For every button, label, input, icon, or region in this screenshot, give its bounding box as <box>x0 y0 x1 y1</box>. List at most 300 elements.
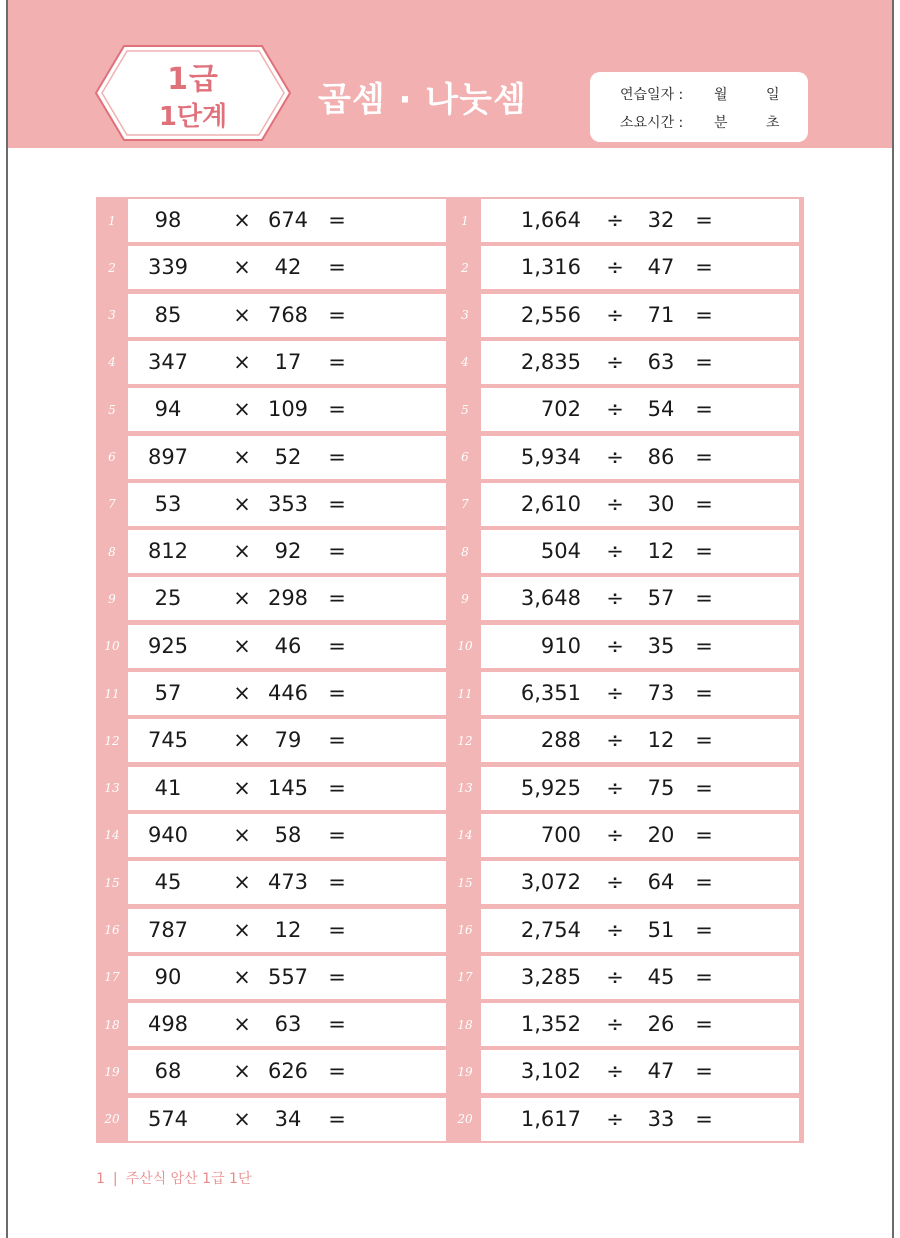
operand-a: 2,754 <box>520 917 581 942</box>
equals-sign: = <box>328 681 346 705</box>
operand-b: 33 <box>647 1106 675 1131</box>
equals-sign: = <box>328 964 346 989</box>
operand-b: 71 <box>647 302 675 327</box>
problem-number: 19 <box>104 1064 120 1079</box>
multiplication-problem-row <box>96 623 451 670</box>
operand-a: 1,352 <box>520 1012 581 1037</box>
operator: × <box>233 917 251 942</box>
operand-a: 339 <box>147 255 189 280</box>
problem-number: 18 <box>104 1017 120 1032</box>
operator: ÷ <box>606 917 624 942</box>
operand-b: 58 <box>274 822 302 847</box>
division-problem-row <box>449 434 804 481</box>
problem-number: 17 <box>457 970 473 985</box>
problem-number: 9 <box>108 591 116 606</box>
operator: ÷ <box>606 822 624 847</box>
multiplication-problem-row <box>96 434 451 481</box>
problem-cell <box>481 956 799 999</box>
month-unit: 월 <box>714 87 728 103</box>
multiplication-problem-row <box>96 670 451 717</box>
operator: × <box>233 681 251 705</box>
operand-b: 63 <box>647 349 675 374</box>
operand-a: 5,934 <box>520 444 581 469</box>
problem-number: 15 <box>104 875 120 890</box>
practice-info-box <box>590 72 808 142</box>
problem-number: 20 <box>457 1112 473 1127</box>
operator: × <box>233 491 251 516</box>
operand-a: 57 <box>154 681 182 705</box>
operand-a: 910 <box>540 633 581 658</box>
operand-a: 2,556 <box>520 302 581 327</box>
operator: × <box>233 255 251 280</box>
operand-b: 446 <box>267 681 309 705</box>
operator: × <box>233 1012 251 1037</box>
problem-number: 12 <box>104 733 120 748</box>
equals-sign: = <box>328 1059 346 1084</box>
multiplication-problem-row <box>96 859 451 906</box>
operand-a: 498 <box>147 1012 189 1037</box>
operand-b: 298 <box>267 586 309 611</box>
operator: ÷ <box>606 491 624 516</box>
operator: × <box>233 539 251 564</box>
problem-number: 16 <box>457 923 473 937</box>
operand-b: 51 <box>647 917 675 942</box>
operand-a: 3,285 <box>520 964 581 989</box>
operator: × <box>233 208 251 232</box>
operand-a: 702 <box>540 397 581 422</box>
problem-cell <box>481 436 799 479</box>
equals-sign: = <box>328 586 346 611</box>
operand-a: 6,351 <box>520 681 581 705</box>
problem-number: 4 <box>108 355 116 370</box>
operand-b: 64 <box>647 870 675 895</box>
problem-cell <box>481 1050 799 1093</box>
problem-number: 8 <box>461 544 469 559</box>
footer-separator: | <box>112 1171 118 1187</box>
problem-cell <box>481 388 799 431</box>
problem-cell <box>128 483 446 526</box>
operator: ÷ <box>606 255 624 280</box>
operator: × <box>233 775 251 800</box>
operand-a: 45 <box>154 870 182 895</box>
problem-number: 7 <box>108 497 116 512</box>
division-problem-row <box>449 528 804 575</box>
equals-sign: = <box>695 349 713 374</box>
equals-sign: = <box>695 917 713 942</box>
operand-a: 787 <box>147 917 189 942</box>
equals-sign: = <box>328 917 346 942</box>
problem-number: 8 <box>108 544 116 559</box>
equals-sign: = <box>328 397 346 422</box>
problem-number: 5 <box>461 402 469 417</box>
operator: × <box>233 397 251 422</box>
division-problem-row <box>449 339 804 386</box>
problem-cell <box>481 861 799 904</box>
operand-a: 288 <box>540 728 581 753</box>
problem-cell <box>481 577 799 620</box>
operand-a: 68 <box>154 1059 182 1084</box>
problem-number: 6 <box>108 450 116 464</box>
multiplication-problem-row <box>96 717 451 764</box>
problem-number: 13 <box>104 781 120 796</box>
division-problem-row <box>449 1096 804 1143</box>
operator: × <box>233 349 251 374</box>
equals-sign: = <box>695 633 713 658</box>
operand-a: 98 <box>154 208 182 232</box>
problem-number: 3 <box>461 308 469 323</box>
equals-sign: = <box>695 1059 713 1084</box>
problem-number: 10 <box>457 639 473 654</box>
operator: × <box>233 870 251 895</box>
operand-a: 1,617 <box>520 1106 581 1131</box>
multiplication-problem-row <box>96 1048 451 1095</box>
operand-b: 32 <box>647 208 675 232</box>
division-problem-row <box>449 197 804 244</box>
multiplication-problem-row <box>96 386 451 433</box>
operator: ÷ <box>606 681 624 705</box>
problem-cell <box>128 861 446 904</box>
problem-grid <box>96 197 804 1143</box>
problem-number: 2 <box>461 260 469 275</box>
division-problem-row <box>449 670 804 717</box>
division-problem-row <box>449 765 804 812</box>
operand-b: 26 <box>647 1012 675 1037</box>
operand-b: 353 <box>267 491 309 516</box>
division-problem-row <box>449 954 804 1001</box>
operator: × <box>233 302 251 327</box>
multiplication-problem-row <box>96 765 451 812</box>
problem-cell <box>481 483 799 526</box>
problem-cell <box>481 199 799 242</box>
equals-sign: = <box>695 870 713 895</box>
multiplication-problem-row <box>96 1001 451 1048</box>
multiplication-problem-row <box>96 481 451 528</box>
operator: ÷ <box>606 208 624 232</box>
operand-b: 626 <box>267 1059 309 1084</box>
equals-sign: = <box>328 491 346 516</box>
operand-b: 473 <box>267 870 309 895</box>
problem-cell <box>481 294 799 337</box>
operator: ÷ <box>606 586 624 611</box>
equals-sign: = <box>695 444 713 469</box>
equals-sign: = <box>695 1012 713 1037</box>
problem-cell <box>481 672 799 715</box>
problem-cell <box>128 719 446 762</box>
division-problem-row <box>449 907 804 954</box>
operand-a: 53 <box>154 491 182 516</box>
problem-number: 1 <box>461 213 469 228</box>
operand-b: 109 <box>267 397 309 422</box>
operator: × <box>233 586 251 611</box>
equals-sign: = <box>695 302 713 327</box>
operand-b: 42 <box>274 255 302 280</box>
multiplication-problem-row <box>96 244 451 291</box>
footer <box>96 1168 251 1188</box>
problem-number: 11 <box>457 686 473 701</box>
operand-a: 1,316 <box>520 255 581 280</box>
problem-cell <box>128 767 446 810</box>
equals-sign: = <box>328 1012 346 1037</box>
problem-number: 3 <box>108 308 116 323</box>
operand-a: 90 <box>154 964 182 989</box>
equals-sign: = <box>328 728 346 753</box>
problem-cell <box>128 341 446 384</box>
operator: × <box>233 964 251 989</box>
equals-sign: = <box>328 208 346 232</box>
problem-cell <box>481 814 799 857</box>
problem-cell <box>128 577 446 620</box>
operand-a: 745 <box>147 728 189 753</box>
operand-a: 347 <box>147 349 189 374</box>
division-problem-row <box>449 481 804 528</box>
multiplication-column <box>96 197 451 1143</box>
operand-a: 25 <box>154 586 182 611</box>
operand-b: 12 <box>274 917 302 942</box>
division-problem-row <box>449 244 804 291</box>
operand-b: 46 <box>274 633 302 658</box>
operand-b: 557 <box>267 964 309 989</box>
operator: × <box>233 1059 251 1084</box>
operand-a: 41 <box>154 775 182 800</box>
operand-a: 940 <box>147 822 189 847</box>
equals-sign: = <box>328 1106 346 1131</box>
operator: × <box>233 1106 251 1131</box>
problem-number: 20 <box>104 1112 120 1127</box>
equals-sign: = <box>695 964 713 989</box>
division-problem-row <box>449 1001 804 1048</box>
operand-b: 73 <box>647 681 675 705</box>
equals-sign: = <box>328 444 346 469</box>
time-spent-label: 소요시간 : <box>620 115 684 131</box>
multiplication-problem-row <box>96 528 451 575</box>
division-column <box>449 197 804 1143</box>
operand-a: 5,925 <box>520 775 581 800</box>
operator: ÷ <box>606 444 624 469</box>
operand-a: 85 <box>154 302 182 327</box>
operand-b: 20 <box>647 822 675 847</box>
level-stage: 1단계 <box>158 102 228 132</box>
equals-sign: = <box>695 208 713 232</box>
level-grade: 1급 <box>167 62 219 97</box>
operator: ÷ <box>606 775 624 800</box>
problem-number: 15 <box>457 875 473 890</box>
operator: ÷ <box>606 397 624 422</box>
multiplication-problem-row <box>96 575 451 622</box>
operand-b: 768 <box>267 302 309 327</box>
division-problem-row <box>449 623 804 670</box>
book-title: 주산식 암산 1급 1단 <box>125 1171 252 1187</box>
operand-b: 63 <box>274 1012 302 1037</box>
operand-a: 2,610 <box>520 491 581 516</box>
multiplication-problem-row <box>96 812 451 859</box>
division-problem-row <box>449 292 804 339</box>
operator: ÷ <box>606 633 624 658</box>
operand-a: 700 <box>540 822 581 847</box>
division-problem-row <box>449 575 804 622</box>
problem-cell <box>128 625 446 668</box>
operator: ÷ <box>606 1012 624 1037</box>
operand-b: 86 <box>647 444 675 469</box>
page-number: 1 <box>96 1171 105 1187</box>
problem-cell <box>128 530 446 573</box>
multiplication-problem-row <box>96 339 451 386</box>
problem-cell <box>128 436 446 479</box>
problem-cell <box>481 909 799 952</box>
operand-b: 47 <box>647 1059 675 1084</box>
operand-a: 925 <box>147 633 189 658</box>
equals-sign: = <box>328 349 346 374</box>
operator: ÷ <box>606 1106 624 1131</box>
operand-b: 30 <box>647 491 675 516</box>
equals-sign: = <box>695 775 713 800</box>
operator: × <box>233 728 251 753</box>
problem-number: 10 <box>104 639 120 654</box>
operand-a: 94 <box>154 397 182 422</box>
equals-sign: = <box>328 302 346 327</box>
operator: × <box>233 633 251 658</box>
operand-b: 75 <box>647 775 675 800</box>
equals-sign: = <box>695 822 713 847</box>
operand-b: 17 <box>274 349 302 374</box>
practice-date-label: 연습일자 : <box>620 87 684 103</box>
operator: ÷ <box>606 349 624 374</box>
operand-b: 92 <box>274 539 302 564</box>
equals-sign: = <box>328 870 346 895</box>
division-problem-row <box>449 386 804 433</box>
problem-cell <box>481 625 799 668</box>
division-problem-row <box>449 812 804 859</box>
equals-sign: = <box>695 397 713 422</box>
problem-number: 11 <box>104 686 120 701</box>
problem-cell <box>481 719 799 762</box>
problem-cell <box>128 1003 446 1046</box>
problem-cell <box>481 246 799 289</box>
time-spent-row <box>590 112 808 136</box>
page-title: 곱셈 · 나눗셈 <box>318 80 527 120</box>
problem-number: 4 <box>461 355 469 370</box>
operand-b: 12 <box>647 728 675 753</box>
operand-a: 3,102 <box>520 1059 581 1084</box>
operand-b: 79 <box>274 728 302 753</box>
problem-number: 12 <box>457 733 473 748</box>
multiplication-problem-row <box>96 197 451 244</box>
operand-b: 145 <box>267 775 309 800</box>
problem-number: 2 <box>108 260 116 275</box>
division-problem-row <box>449 717 804 764</box>
operand-b: 47 <box>647 255 675 280</box>
operand-a: 504 <box>540 539 581 564</box>
equals-sign: = <box>695 728 713 753</box>
problem-number: 9 <box>461 591 469 606</box>
operand-a: 3,072 <box>520 870 581 895</box>
operand-a: 1,664 <box>520 208 581 232</box>
minute-unit: 분 <box>714 115 728 131</box>
multiplication-problem-row <box>96 292 451 339</box>
problem-number: 19 <box>457 1064 473 1079</box>
problem-number: 18 <box>457 1017 473 1032</box>
operator: ÷ <box>606 1059 624 1084</box>
problem-cell <box>128 956 446 999</box>
level-badge <box>94 44 292 142</box>
operand-b: 12 <box>647 539 675 564</box>
problem-cell <box>481 767 799 810</box>
problem-cell <box>128 672 446 715</box>
operator: ÷ <box>606 539 624 564</box>
problem-cell <box>128 294 446 337</box>
operand-a: 812 <box>147 539 189 564</box>
equals-sign: = <box>695 681 713 705</box>
multiplication-problem-row <box>96 907 451 954</box>
day-unit: 일 <box>766 87 780 103</box>
problem-cell <box>481 530 799 573</box>
operator: ÷ <box>606 728 624 753</box>
problem-cell <box>481 341 799 384</box>
operand-a: 574 <box>147 1106 189 1131</box>
equals-sign: = <box>328 775 346 800</box>
problem-cell <box>128 909 446 952</box>
problem-number: 1 <box>108 213 116 228</box>
operand-b: 45 <box>647 964 675 989</box>
operand-b: 54 <box>647 397 675 422</box>
equals-sign: = <box>695 255 713 280</box>
problem-number: 7 <box>461 497 469 512</box>
equals-sign: = <box>328 633 346 658</box>
division-problem-row <box>449 859 804 906</box>
equals-sign: = <box>695 491 713 516</box>
problem-number: 6 <box>461 450 469 464</box>
problem-cell <box>481 1003 799 1046</box>
operator: ÷ <box>606 870 624 895</box>
practice-date-row <box>590 84 808 108</box>
operand-b: 52 <box>274 444 302 469</box>
problem-number: 14 <box>457 828 473 843</box>
operand-a: 2,835 <box>520 349 581 374</box>
operator: ÷ <box>606 302 624 327</box>
operator: × <box>233 444 251 469</box>
operand-a: 3,648 <box>520 586 581 611</box>
operand-b: 35 <box>647 633 675 658</box>
equals-sign: = <box>328 822 346 847</box>
problem-number: 14 <box>104 828 120 843</box>
problem-cell <box>128 388 446 431</box>
problem-cell <box>481 1098 799 1141</box>
multiplication-problem-row <box>96 954 451 1001</box>
problem-cell <box>128 246 446 289</box>
equals-sign: = <box>695 1106 713 1131</box>
problem-number: 5 <box>108 402 116 417</box>
operand-b: 674 <box>267 208 309 232</box>
problem-cell <box>128 1098 446 1141</box>
equals-sign: = <box>328 255 346 280</box>
multiplication-problem-row <box>96 1096 451 1143</box>
problem-cell <box>128 199 446 242</box>
equals-sign: = <box>328 539 346 564</box>
operator: ÷ <box>606 964 624 989</box>
problem-number: 17 <box>104 970 120 985</box>
equals-sign: = <box>695 586 713 611</box>
operand-a: 897 <box>147 444 189 469</box>
second-unit: 초 <box>766 115 780 131</box>
operator: × <box>233 822 251 847</box>
problem-cell <box>128 814 446 857</box>
division-problem-row <box>449 1048 804 1095</box>
operand-b: 57 <box>647 586 675 611</box>
problem-cell <box>128 1050 446 1093</box>
problem-number: 16 <box>104 923 120 937</box>
operand-b: 34 <box>274 1106 302 1131</box>
equals-sign: = <box>695 539 713 564</box>
problem-number: 13 <box>457 781 473 796</box>
